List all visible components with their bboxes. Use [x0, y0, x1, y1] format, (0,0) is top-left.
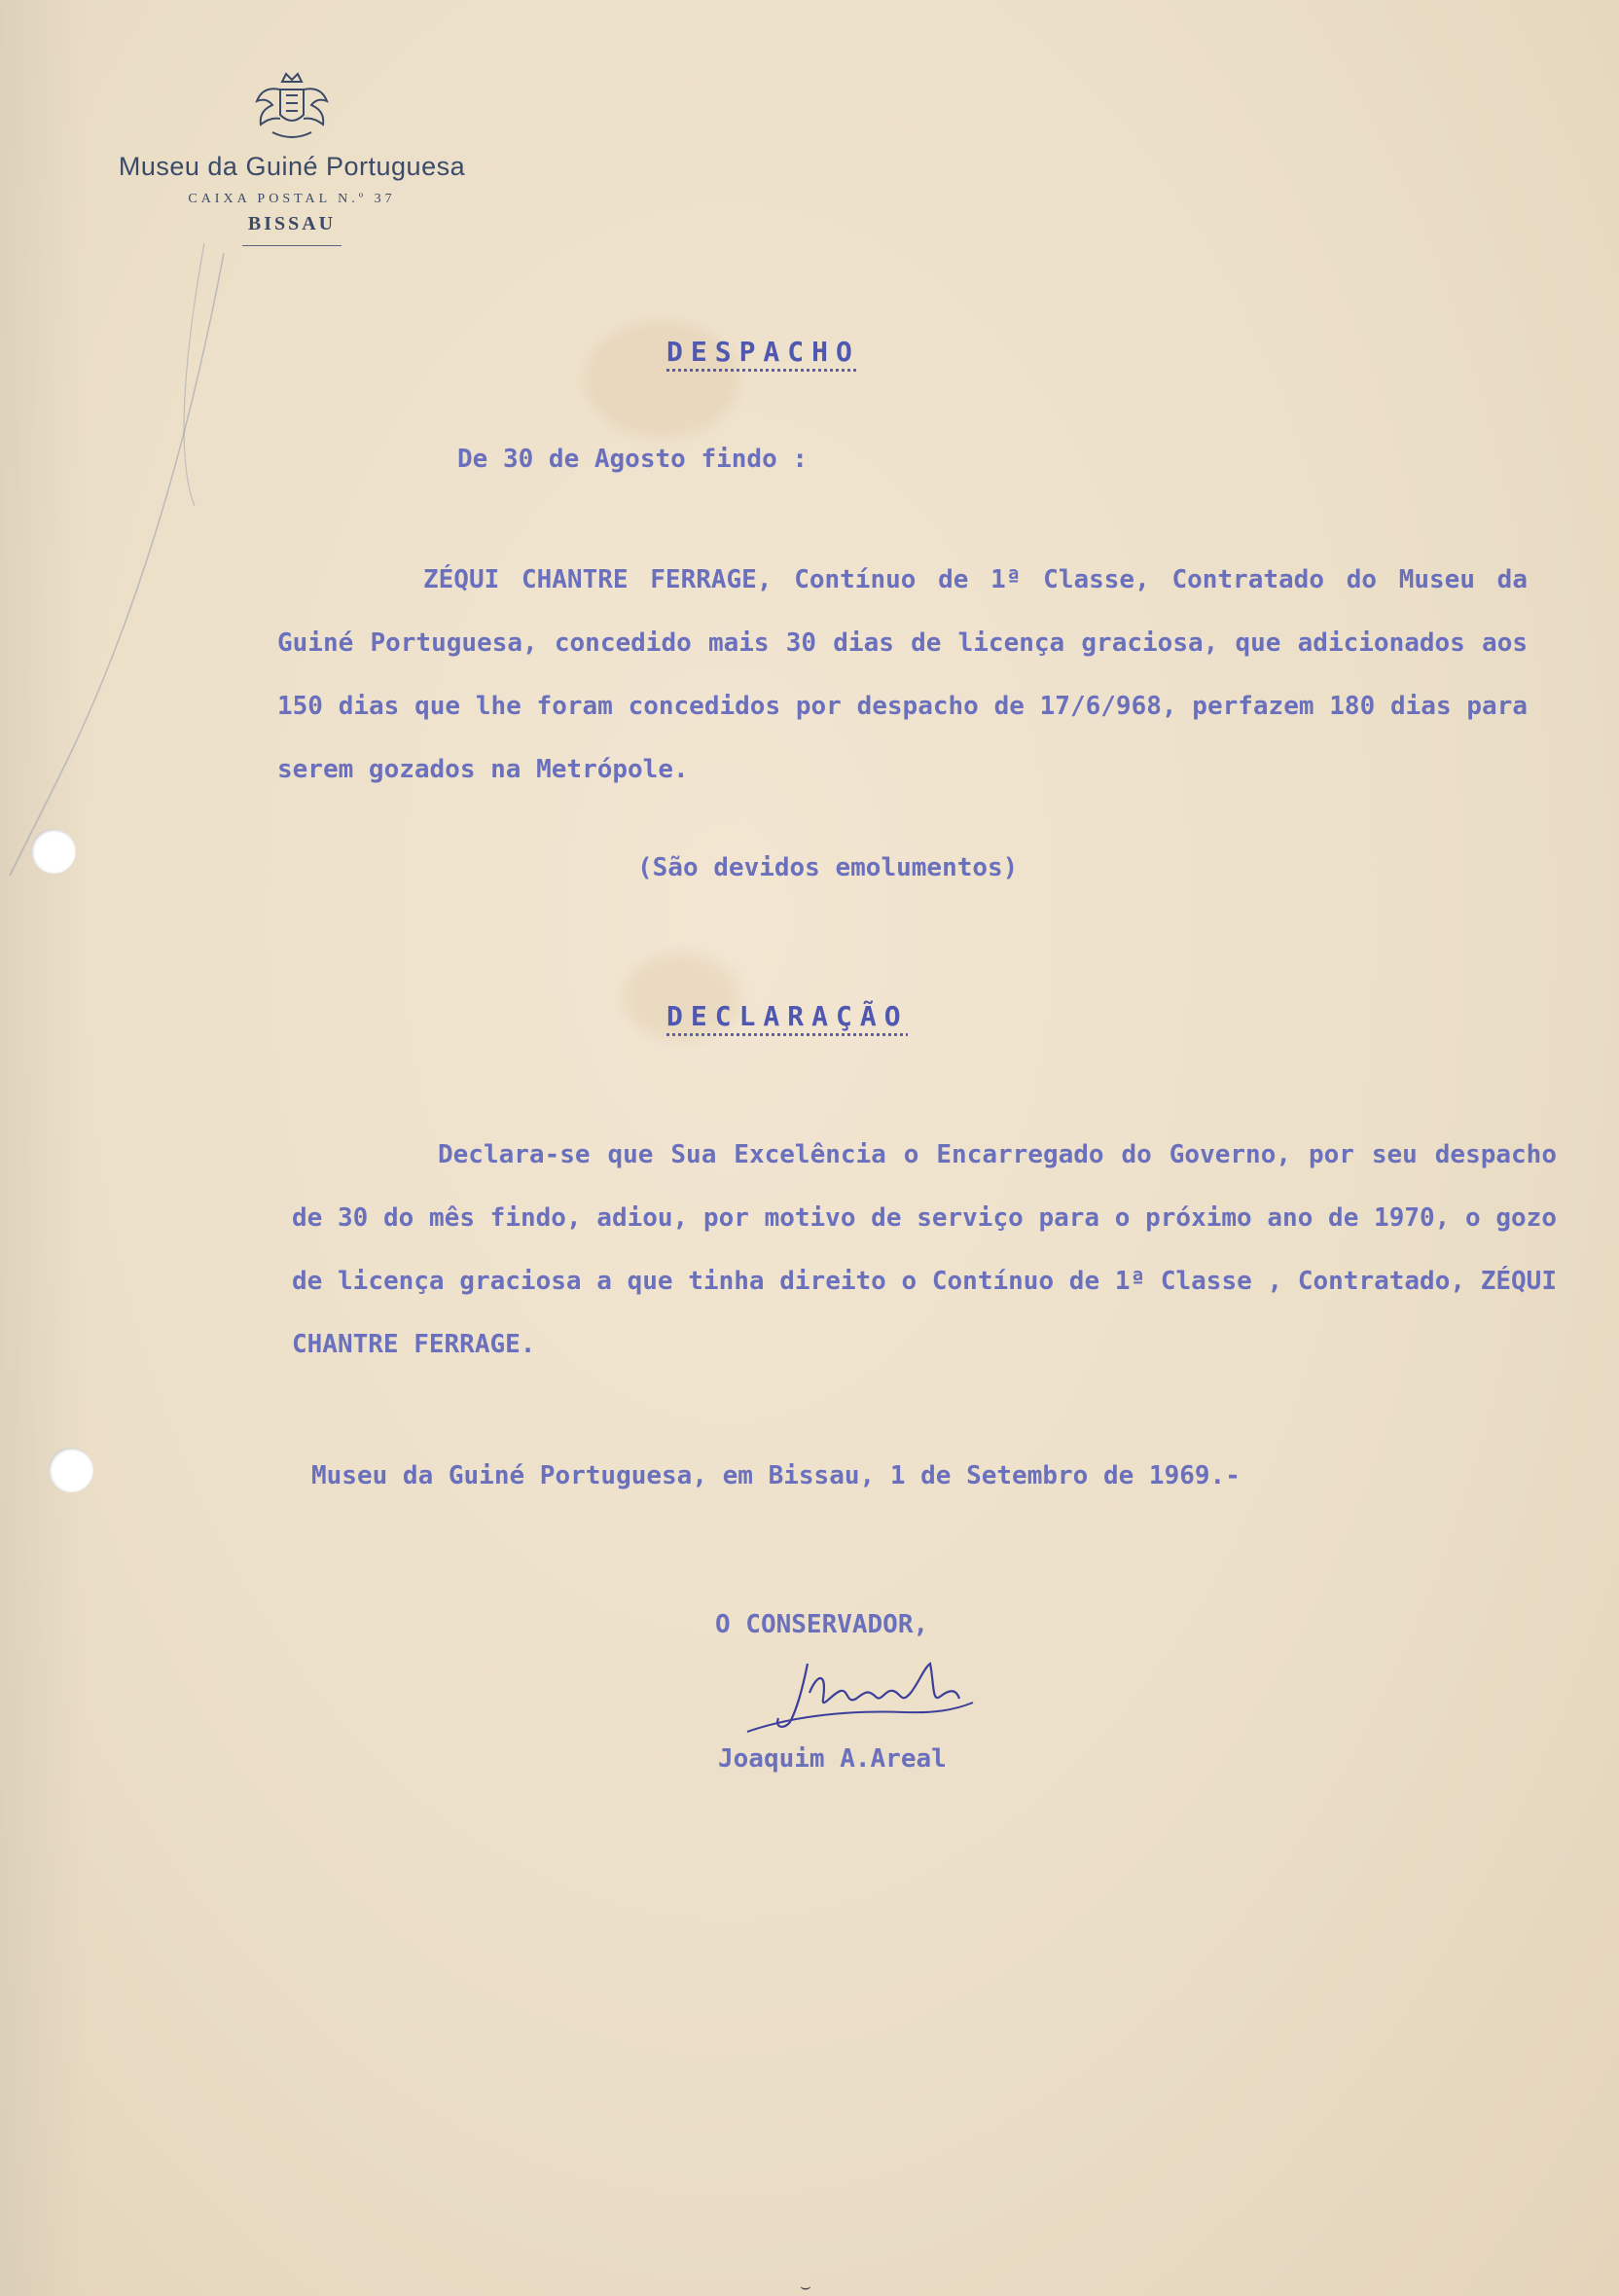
city-name: BISSAU [242, 213, 342, 246]
ink-mark: ⌣ [800, 2277, 811, 2296]
punch-hole [31, 829, 76, 874]
postal-box: CAIXA POSTAL N.º 37 [188, 192, 396, 206]
punch-hole [49, 1448, 93, 1492]
despacho-body: ZÉQUI CHANTRE FERRAGE, Contínuo de 1ª Classe, Contratado do Museu da Guiné Portuguesa, concedido mais 30 dias de licença graciosa, que adicionados aos 150 dias que lhe foram concedidos por despacho de 17/6/968, perfazem 180 dias para serem gozados na Metrópole. [277, 565, 1528, 784]
declaracao-body: Declara-se que Sua Excelência o Encarregado do Governo, por seu despacho de 30 do mês findo, adiou, por motivo de serviço para o próximo ano de 1970, o gozo de licença graciosa a que tinha direito o Contínuo de 1ª Classe , Contratado, ZÉQUI CHANTRE FERRAGE. [292, 1140, 1557, 1359]
despacho-heading: DESPACHO [666, 336, 860, 368]
museum-name: Museu da Guiné Portuguesa [118, 152, 466, 181]
declaracao-heading: DECLARAÇÃO [666, 1000, 909, 1032]
signatory-title: O CONSERVADOR, [715, 1610, 929, 1639]
coat-of-arms-icon [243, 68, 341, 146]
signatory-name: Joaquim A.Areal [718, 1744, 947, 1774]
fees-note: (São devidos emolumentos) [637, 853, 1019, 882]
despacho-date-line: De 30 de Agosto findo : [457, 445, 809, 474]
place-and-date: Museu da Guiné Portuguesa, em Bissau, 1 de Setembro de 1969.- [311, 1461, 1241, 1490]
letterhead [68, 68, 516, 246]
